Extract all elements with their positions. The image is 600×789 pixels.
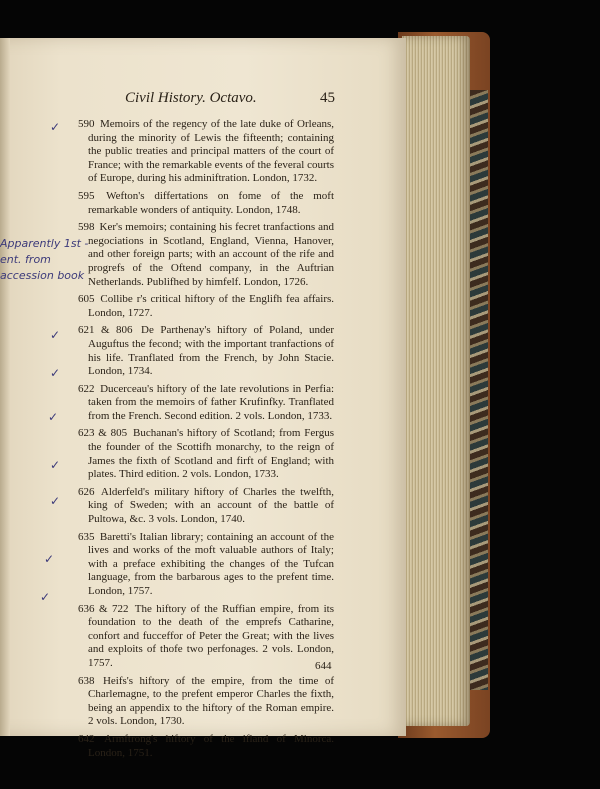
catalogue-entry: [78, 383, 334, 424]
entry-text: The hiftory of the Ruffian empire, from its foundation to the death of the emprefs Catharine, confort and fucceffor of Peter the Great; with the lives and exploits of thofe two perfonages. 2 vols. London, 1757.: [88, 602, 334, 669]
entry-number: 621 & 806: [78, 324, 133, 337]
catalogue-entry: [78, 324, 334, 378]
running-title: Civil History. Octavo.: [125, 90, 257, 106]
book-page: [0, 38, 406, 759]
check-mark-icon: ✓: [48, 410, 59, 424]
page-number: 45: [320, 90, 335, 106]
entry-number: 605: [78, 293, 95, 306]
entry-text: Wefton's differtations on fome of the moft remarkable wonders of antiquity. London, 1748.: [88, 189, 335, 216]
entry-text: Alderfeld's military hiftory of Charles the twelfth, king of Sweden; with an account of the battle of Pultowa, &c. 3 vols. London, 1740.: [88, 485, 334, 526]
entry-number: 636 & 722: [78, 602, 129, 615]
check-mark-icon: ✓: [50, 366, 61, 380]
entry-number: 590: [78, 118, 95, 130]
entry-number: 626: [78, 485, 95, 498]
check-mark-icon: ✓: [44, 552, 55, 566]
marbled-edge: [470, 90, 488, 690]
entry-number: 598: [78, 221, 95, 234]
catalogue-entry: [78, 675, 334, 729]
catalogue-entry: [78, 221, 334, 289]
catalogue-entry: [78, 486, 334, 527]
check-mark-icon: ✓: [50, 458, 61, 472]
page-edges: [402, 36, 470, 726]
catalogue-entry: [78, 118, 334, 186]
check-mark-icon: ✓: [50, 120, 61, 134]
book: [0, 30, 490, 759]
catalogue-entry: [78, 293, 334, 320]
catalogue-entry: [78, 190, 334, 217]
entry-text: Memoirs of the regency of the late duke of Orleans, during the minority of Lewis the fifteenth; containing the public treaties and principal matters of the court of France; with the remarkable events of the feveral courts of Europe, during his adminiftration. London, 1732.: [88, 118, 334, 185]
entry-text: Armftrong's hiftory of the ifland of Minorca. London, 1751.: [88, 732, 334, 759]
entry-text: De Parthenay's hiftory of Poland, under Auguftus the fecond; with the important tranfactions of his life. Tranflated from the French, by John Stacie. London, 1734.: [88, 324, 335, 378]
check-mark-icon: ✓: [50, 494, 61, 508]
catalogue-entry: [78, 427, 334, 481]
entry-number: 622: [78, 382, 95, 395]
handwritten-note: Apparently 1st -ent. from accession book: [0, 237, 89, 282]
entry-number: 642: [78, 732, 95, 745]
check-mark-icon: ✓: [40, 590, 51, 604]
catalogue-entries: [78, 118, 334, 764]
entry-text: Heifs's hiftory of the empire, from the time of Charlemagne, to the prefent emperor Charles the fixth, being an appendix to the hiftory of the Roman empire. 2 vols. London, 1730.: [88, 674, 334, 728]
entry-number: 635: [78, 530, 95, 543]
entry-text: Baretti's Italian library; containing an account of the lives and works of the moft valuable authors of Italy; with a preface exhibiting the changes of the Tufcan language, from the barbarous ages to the prefent time. London, 1757.: [88, 530, 334, 597]
catalogue-entry: [78, 603, 334, 671]
entry-number: 623 & 805: [78, 427, 128, 440]
catalogue-entry: [78, 531, 334, 599]
entry-number: 595: [78, 189, 95, 202]
catalogue-entry: [78, 733, 334, 760]
entry-text: Collibe r's critical hiftory of the Englifh fea affairs. London, 1727.: [88, 293, 335, 319]
entry-text: Buchanan's hiftory of Scotland; from Fergus the founder of the Scottifh monarchy, to the reign of James the fixth of Scotland and firft of England; with plates. Third edition. 2 vols. London, 1733.: [88, 427, 335, 481]
catchword: 644: [315, 660, 332, 672]
entry-text: Ker's memoirs; containing his fecret tranfactions and negociations in Scotland, England, Vienna, Hanover, and other foreign parts; with an account of the rife and progrefs of the Oftend company, in the Auftrian Netherlands. Publifhed by himfelf. London, 1726.: [88, 221, 334, 288]
running-header: [125, 90, 335, 107]
entry-text: Ducerceau's hiftory of the late revolutions in Perfia: taken from the memoirs of father Krufinfky. Tranflated from the French. Second edition. 2 vols. London, 1733.: [88, 382, 335, 422]
check-mark-icon: ✓: [50, 328, 61, 342]
page-gutter: [0, 38, 10, 736]
entry-number: 638: [78, 674, 95, 687]
